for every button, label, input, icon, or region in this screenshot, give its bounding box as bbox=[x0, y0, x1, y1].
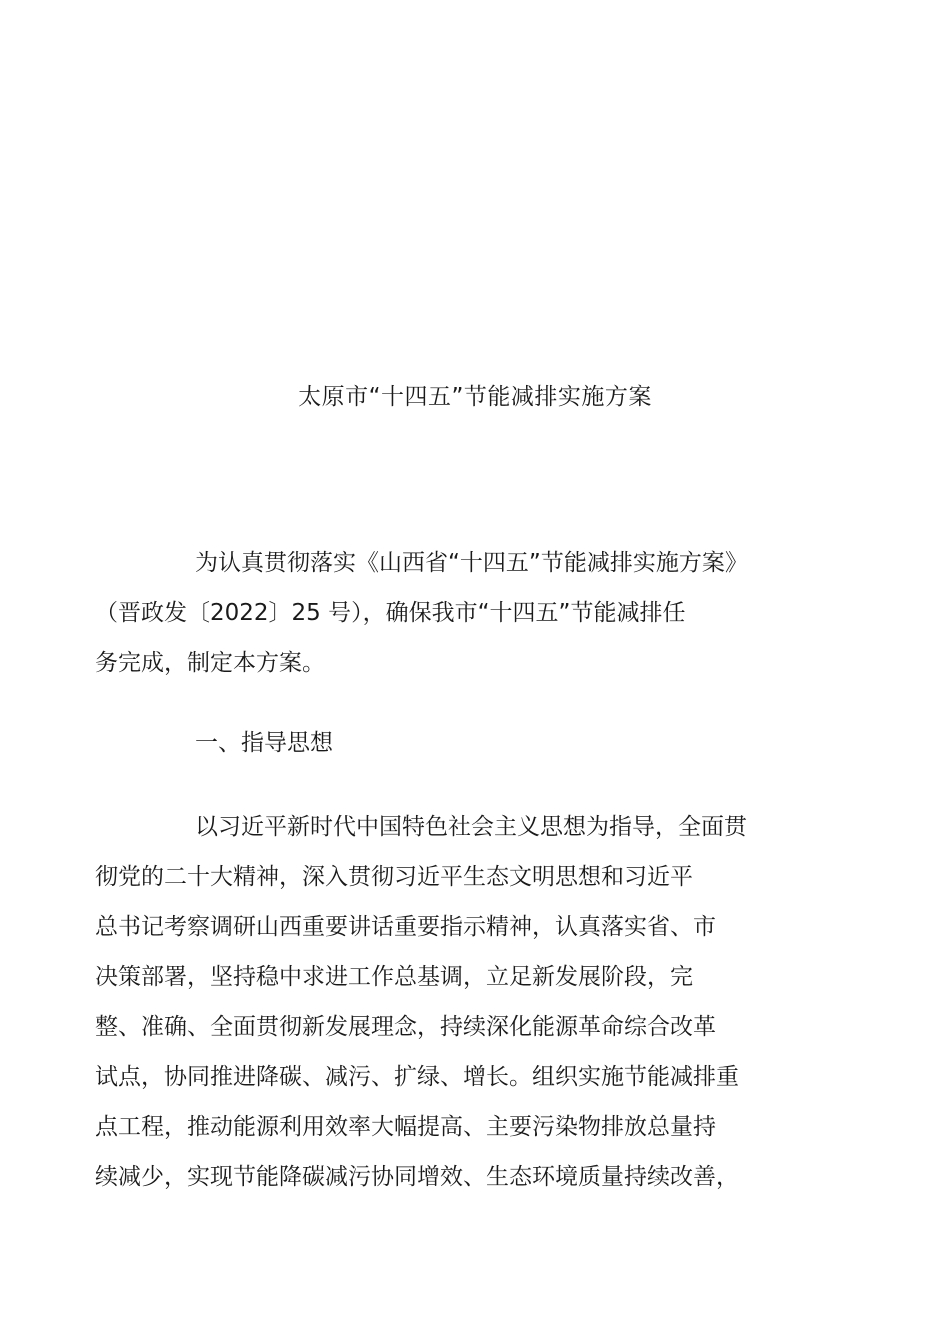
guide-line-7: 点工程，推动能源利用效率大幅提高、主要污染物排放总量持 bbox=[95, 1114, 716, 1140]
guide-line-6: 试点，协同推进降碳、减污、扩绿、增长。组织实施节能减排重 bbox=[95, 1064, 739, 1090]
guide-line-2: 彻党的二十大精神，深入贯彻习近平生态文明思想和习近平 bbox=[95, 864, 693, 890]
guiding-ideology-paragraph bbox=[95, 802, 835, 1202]
guide-line-1: 以习近平新时代中国特色社会主义思想为指导，全面贯 bbox=[195, 814, 747, 840]
guide-line-4: 决策部署，坚持稳中求进工作总基调，立足新发展阶段，完 bbox=[95, 964, 693, 990]
intro-paragraph bbox=[95, 538, 835, 688]
intro-line-2: （晋政发〔2022〕25 号），确保我市“十四五”节能减排任 bbox=[95, 600, 686, 626]
intro-line-3: 务完成，制定本方案。 bbox=[95, 650, 325, 676]
document-title: 太原市“十四五”节能减排实施方案 bbox=[298, 384, 652, 410]
guide-line-5: 整、准确、全面贯彻新发展理念，持续深化能源革命综合改革 bbox=[95, 1014, 716, 1040]
section-1-heading bbox=[145, 718, 835, 768]
guide-line-8: 续减少，实现节能降碳减污协同增效、生态环境质量持续改善， bbox=[95, 1164, 739, 1190]
guide-line-3: 总书记考察调研山西重要讲话重要指示精神，认真落实省、市 bbox=[95, 914, 716, 940]
intro-line-1: 为认真贯彻落实《山西省“十四五”节能减排实施方案》 bbox=[195, 550, 748, 576]
section-1-heading-text: 一、指导思想 bbox=[195, 730, 333, 756]
